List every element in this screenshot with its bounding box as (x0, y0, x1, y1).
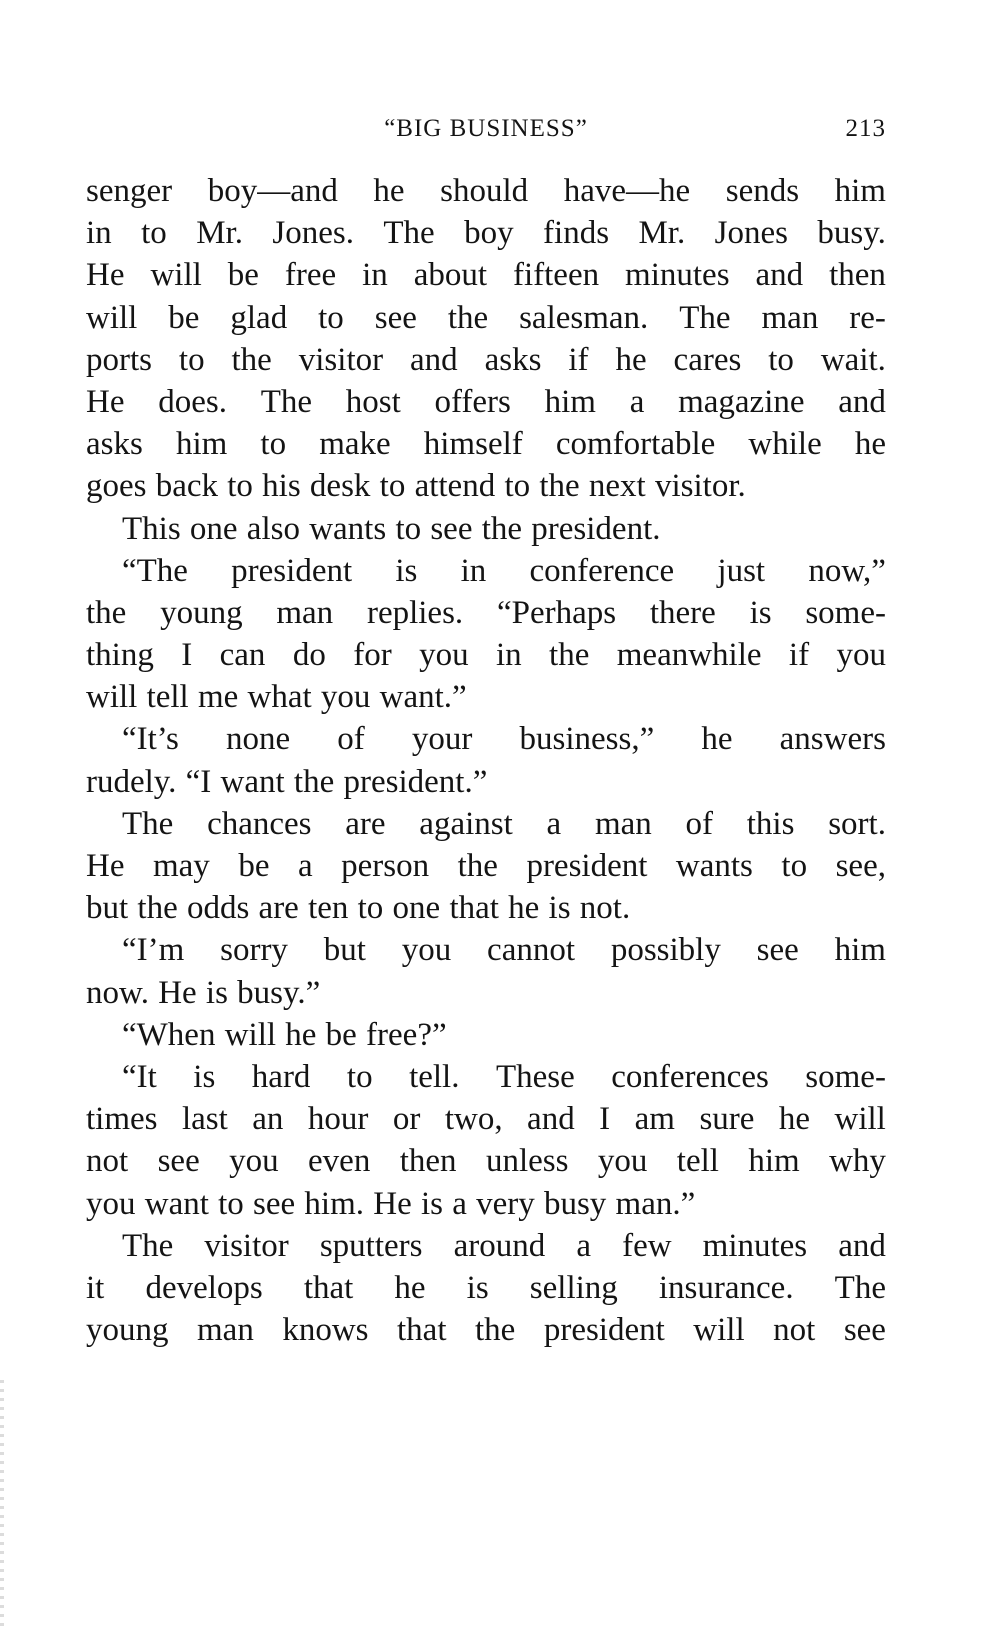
body-text (86, 170, 886, 1351)
text-line: in to Mr. Jones. The boy finds Mr. Jones busy. (86, 215, 886, 252)
text-line: it develops that he is selling insurance. The (86, 1269, 886, 1306)
text-line: He does. The host offers him a magazine and (86, 383, 886, 420)
text-line: This one also wants to see the president. (122, 510, 661, 547)
text-line: but the odds are ten to one that he is not. (86, 890, 631, 927)
text-line: The visitor sputters around a few minutes and (122, 1227, 886, 1264)
text-line: goes back to his desk to attend to the next visitor. (86, 468, 746, 505)
text-line: The chances are against a man of this sort. (122, 805, 886, 842)
text-line: times last an hour or two, and I am sure he will (86, 1101, 886, 1138)
text-line: “It is hard to tell. These conferences some- (122, 1058, 886, 1095)
page-number: 213 (845, 115, 886, 142)
text-line: will tell me what you want.” (86, 679, 467, 716)
text-line: young man knows that the president will not see (86, 1312, 886, 1349)
text-line: thing I can do for you in the meanwhile if you (86, 637, 886, 674)
text-line: now. He is busy.” (86, 974, 321, 1011)
text-line: “I’m sorry but you cannot possibly see him (122, 932, 886, 969)
running-head (86, 115, 886, 151)
text-line: rudely. “I want the president.” (86, 763, 488, 800)
text-line: senger boy—and he should have—he sends him (86, 173, 886, 209)
text-line: you want to see him. He is a very busy man.” (86, 1185, 696, 1222)
text-line: He may be a person the president wants to see, (86, 848, 886, 884)
text-line: “The president is in conference just now,” (122, 552, 886, 589)
text-line: He will be free in about fifteen minutes and then (86, 257, 886, 294)
text-line: “It’s none of your business,” he answers (122, 721, 886, 758)
scan-edge-artifact (0, 1380, 4, 1630)
running-title: “BIG BUSINESS” (384, 115, 588, 142)
text-line: will be glad to see the salesman. The man re- (86, 299, 886, 336)
text-line: the young man replies. “Perhaps there is some- (86, 594, 886, 631)
text-line: not see you even then unless you tell him why (86, 1143, 886, 1180)
text-line: ports to the visitor and asks if he cares to wait. (86, 341, 886, 378)
text-line: asks him to make himself comfortable while he (86, 426, 886, 463)
text-line: “When will he be free?” (122, 1016, 447, 1053)
